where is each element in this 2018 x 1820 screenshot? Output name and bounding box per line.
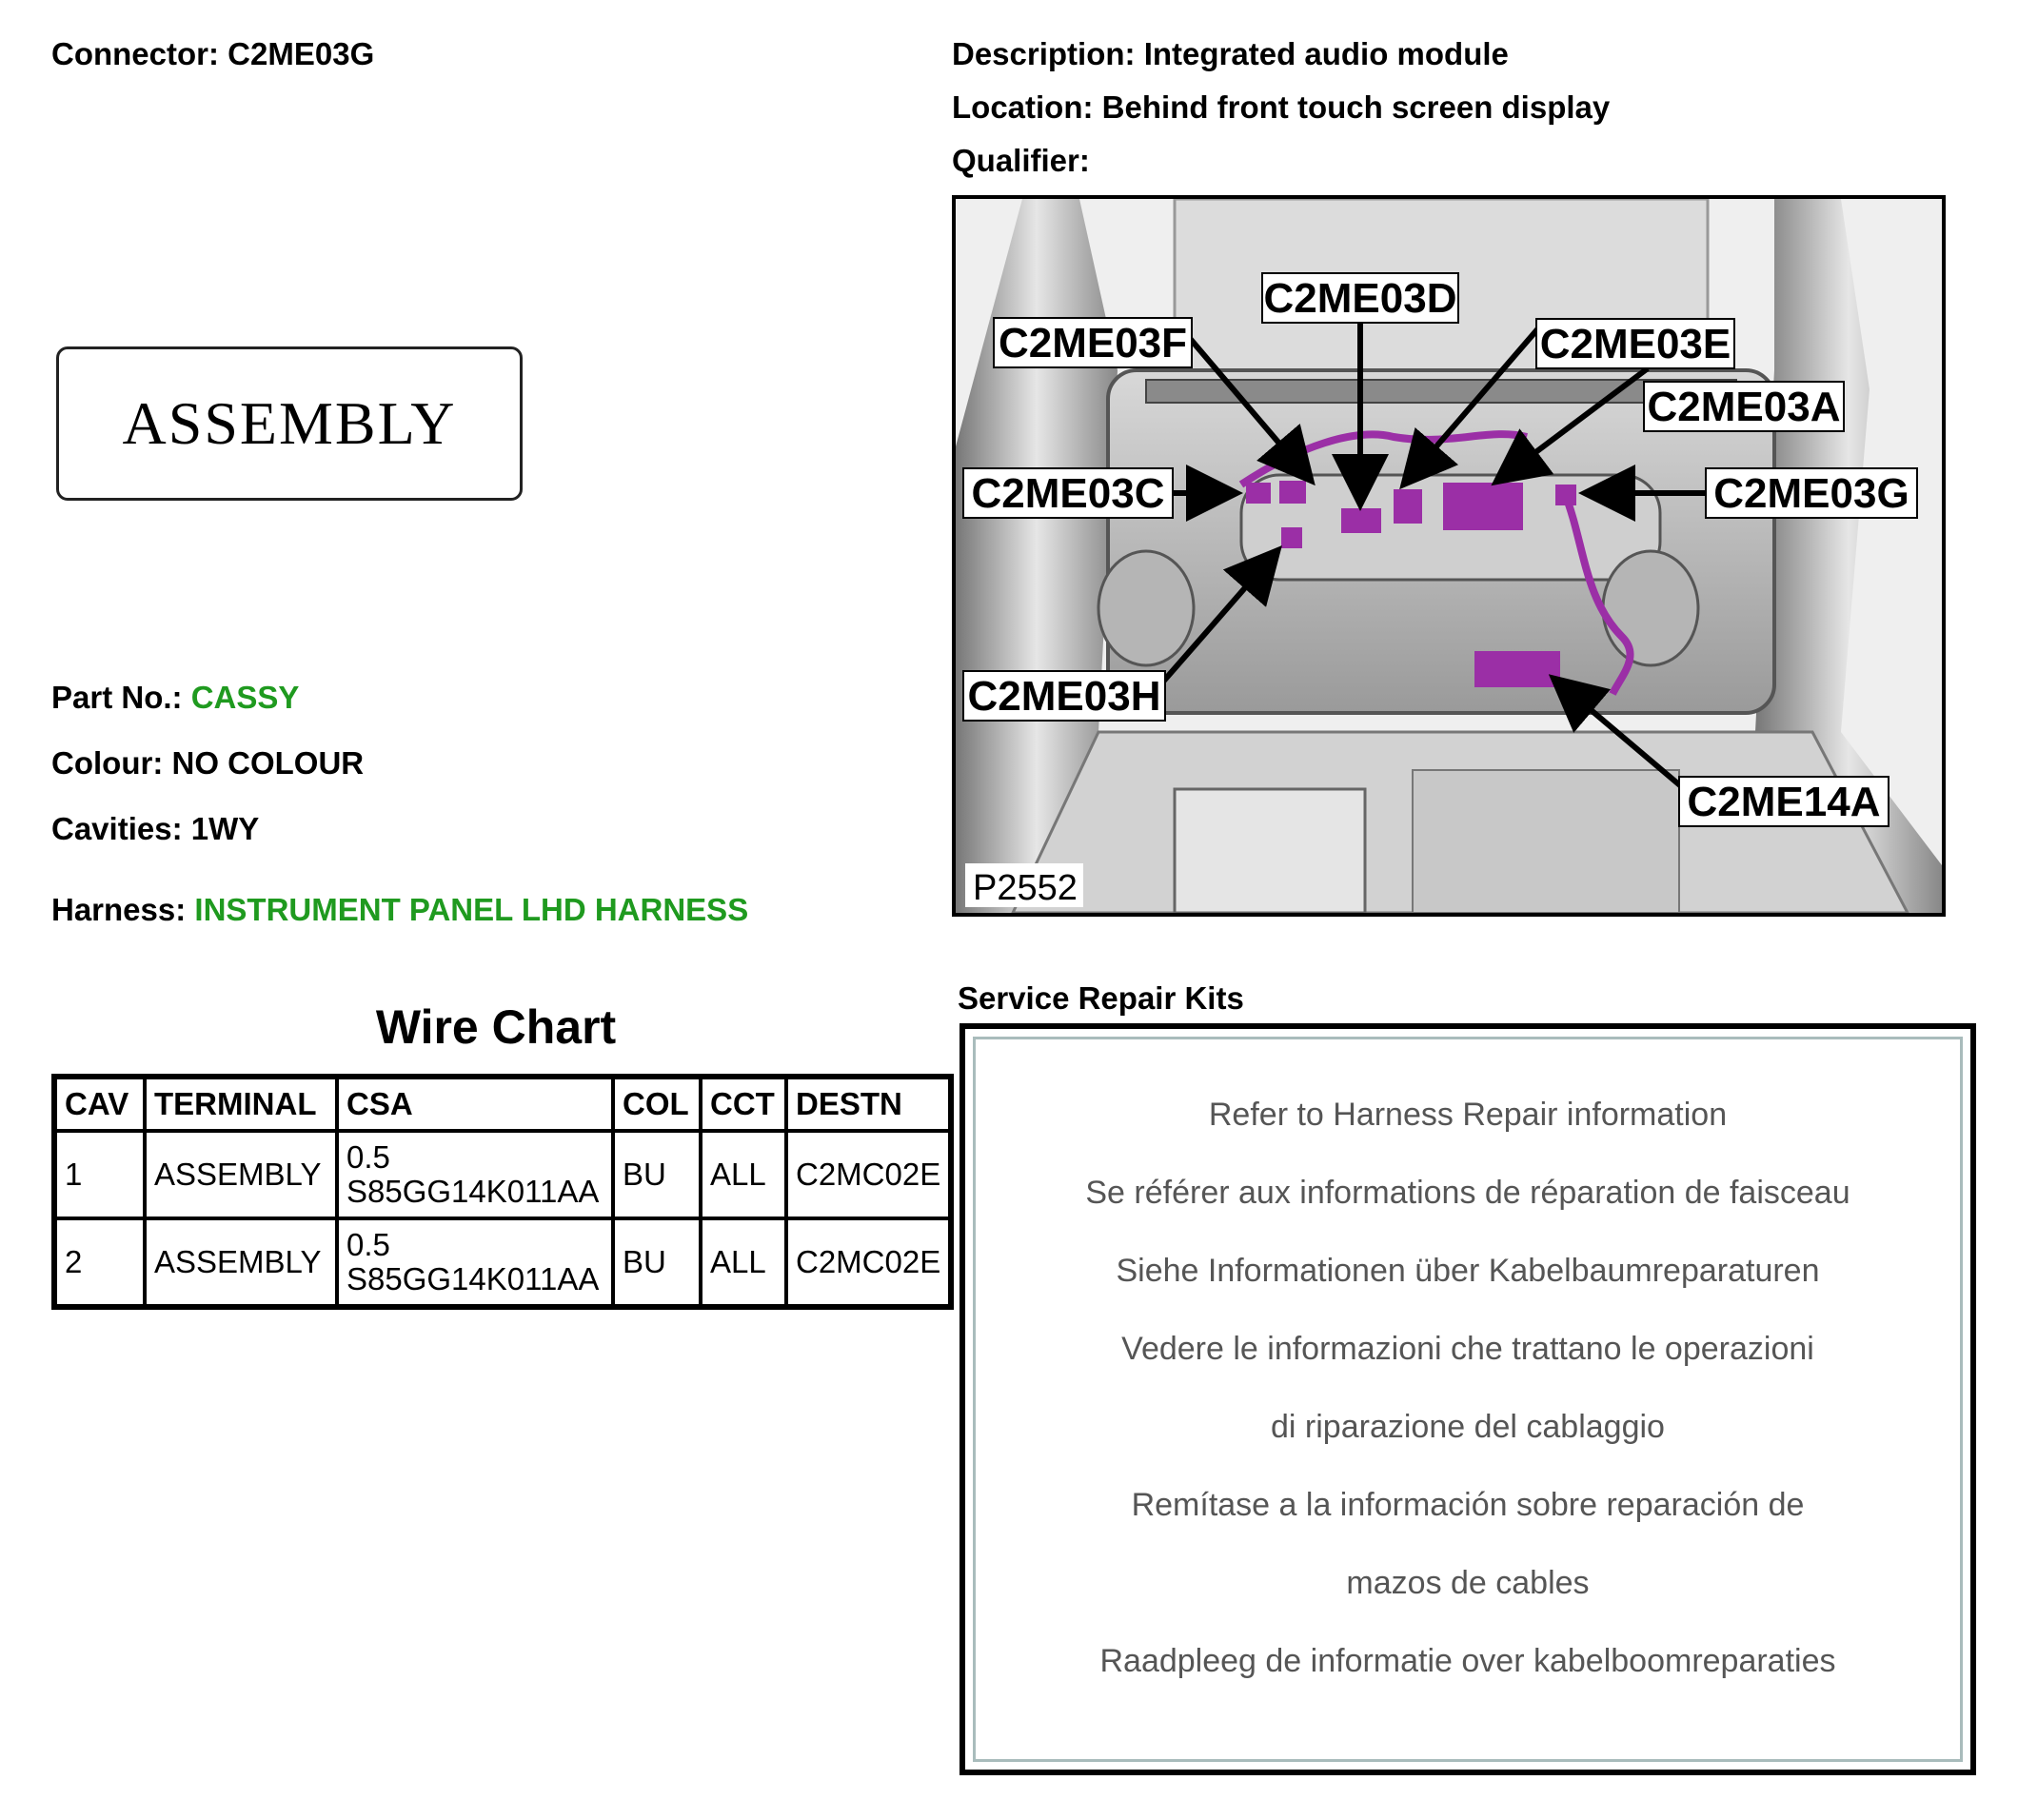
description-value: Integrated audio module (1143, 36, 1509, 71)
description-field (952, 36, 1509, 72)
connector-field (51, 36, 374, 72)
repair-info-line: Siehe Informationen über Kabelbaumreparaturen (1116, 1253, 1820, 1289)
cell-col: BU (613, 1218, 701, 1307)
csa-value: 0.5 (346, 1139, 390, 1175)
console-tray (1413, 770, 1679, 913)
wire-chart-title: Wire Chart (375, 1000, 617, 1054)
location-label: Location: (952, 89, 1094, 125)
cell-cct: ALL (701, 1218, 786, 1307)
wire-chart-table (51, 1074, 954, 1310)
cell-destn: C2MC02E (786, 1131, 951, 1218)
figure-reference: P2552 (973, 868, 1078, 908)
qualifier-label: Qualifier: (952, 143, 1090, 178)
colour-value: NO COLOUR (171, 745, 365, 781)
cell-csa (337, 1218, 613, 1307)
connector-g-shape (1555, 485, 1576, 505)
callout-g: C2ME03G (1713, 470, 1909, 517)
connector-d-shape (1341, 508, 1381, 533)
cell-col: BU (613, 1131, 701, 1218)
cell-terminal: ASSEMBLY (145, 1131, 337, 1218)
repair-info-line: mazos de cables (1346, 1565, 1590, 1601)
cavities-value: 1WY (190, 811, 260, 846)
qualifier-field (952, 143, 1090, 179)
repair-info-line: Remítase a la información sobre reparación de (1131, 1487, 1805, 1523)
csa-part: S85GG14K011AA (346, 1261, 600, 1296)
colour-label: Colour: (51, 745, 164, 781)
csa-part: S85GG14K011AA (346, 1174, 600, 1209)
header-cav: CAV (54, 1077, 145, 1131)
repair-info-line: di riparazione del cablaggio (1271, 1409, 1665, 1445)
callout-14a: C2ME14A (1687, 779, 1881, 825)
callout-d: C2ME03D (1263, 275, 1457, 322)
repair-info-line: Refer to Harness Repair information (1208, 1097, 1728, 1133)
harness-label: Harness: (51, 892, 187, 927)
connector-h-shape (1281, 527, 1302, 548)
right-vent (1603, 551, 1698, 665)
part-no-field (51, 680, 299, 716)
service-repair-kits-inner (973, 1037, 1963, 1762)
left-vent (1098, 551, 1194, 665)
location-value: Behind front touch screen display (1101, 89, 1611, 125)
callout-f: C2ME03F (998, 320, 1188, 366)
assembly-graphic (56, 346, 523, 501)
connector-f-shape (1279, 481, 1306, 504)
location-field (952, 89, 1610, 126)
location-figure-drawing (956, 199, 1942, 913)
wire-chart-header-row (54, 1077, 951, 1131)
header-csa: CSA (337, 1077, 613, 1131)
cavities-label: Cavities: (51, 811, 183, 846)
colour-field (51, 745, 364, 781)
part-no-value: CASSY (190, 680, 300, 715)
harness-value: INSTRUMENT PANEL LHD HARNESS (194, 892, 749, 927)
header-cct: CCT (701, 1077, 786, 1131)
table-row (54, 1218, 951, 1307)
cell-terminal: ASSEMBLY (145, 1218, 337, 1307)
connector-14a-shape (1474, 651, 1560, 687)
cell-cav: 1 (54, 1131, 145, 1218)
callout-e: C2ME03E (1539, 321, 1731, 367)
header-col: COL (613, 1077, 701, 1131)
repair-info-line: Se référer aux informations de réparation de faisceau (1085, 1175, 1850, 1211)
cell-csa (337, 1131, 613, 1218)
callout-c: C2ME03C (971, 470, 1165, 517)
header-terminal: TERMINAL (145, 1077, 337, 1131)
repair-info-line: Vedere le informazioni che trattano le operazioni (1121, 1331, 1814, 1367)
connector-e-shape (1394, 489, 1422, 524)
location-figure (952, 195, 1946, 917)
repair-info-line: Raadpleeg de informatie over kabelboomreparaties (1099, 1643, 1836, 1679)
table-row (54, 1131, 951, 1218)
cavities-field (51, 811, 259, 847)
csa-value: 0.5 (346, 1227, 390, 1262)
console-bracket (1175, 789, 1365, 913)
callout-a: C2ME03A (1647, 384, 1841, 430)
cell-cct: ALL (701, 1131, 786, 1218)
header-destn: DESTN (786, 1077, 951, 1131)
connector-value: C2ME03G (228, 36, 375, 71)
cell-cav: 2 (54, 1218, 145, 1307)
service-repair-kits-box (960, 1023, 1976, 1775)
connector-c-shape (1246, 483, 1271, 504)
connector-a-shape (1443, 483, 1523, 530)
callout-h: C2ME03H (967, 673, 1161, 720)
part-no-label: Part No.: (51, 680, 183, 715)
service-repair-kits-title: Service Repair Kits (958, 980, 1244, 1016)
assembly-graphic-text: ASSEMBLY (122, 389, 457, 457)
description-label: Description: (952, 36, 1136, 71)
harness-field (51, 892, 748, 928)
cell-destn: C2MC02E (786, 1218, 951, 1307)
connector-label: Connector: (51, 36, 219, 71)
